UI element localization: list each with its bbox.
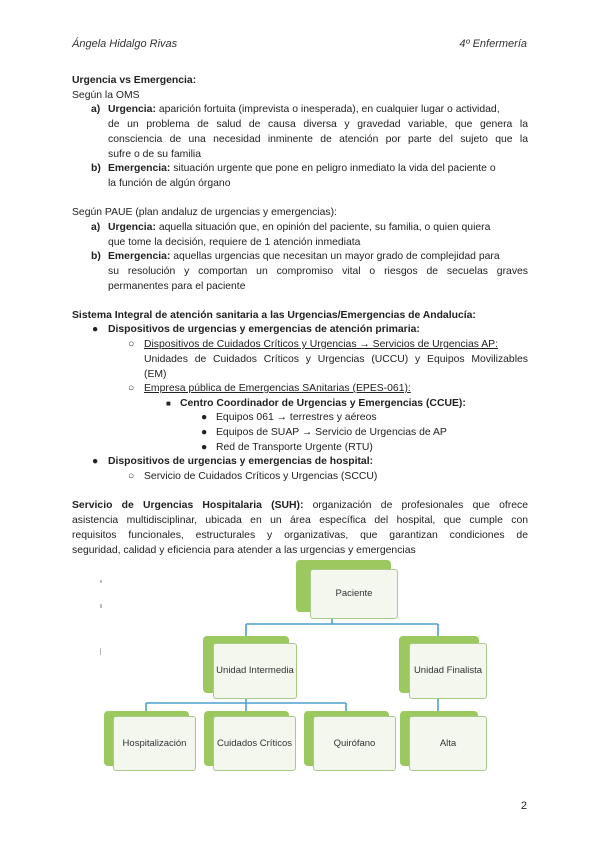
node-hospitalizacion: Hospitalización (113, 716, 196, 771)
dccu-link: Dispositivos de Cuidados Críticos y Urgencias → Servicios de Urgencias AP: (144, 339, 499, 350)
list-marker: a) (91, 222, 101, 233)
node-quirofano: Quirófano (313, 716, 396, 771)
primary-care-title: Dispositivos de urgencias y emergencias de atención primaria: (108, 324, 420, 335)
definition-line: de un problema de salud de causa diversa y gravedad variable, que genera la (108, 119, 528, 130)
bullet-disc-icon: ● (201, 427, 208, 438)
term-urgencia: Urgencia: (108, 104, 156, 115)
paue-intro: Según PAUE (plan andaluz de urgencias y emergencias): (72, 207, 337, 218)
node-paciente: Paciente (310, 569, 398, 619)
ccue-title: Centro Coordinador de Urgencias y Emergencias (CCUE): (180, 398, 466, 409)
term-suh: Servicio de Urgencias Hospitalaria (SUH): (72, 500, 304, 511)
node-cuidados-criticos: Cuidados Críticos (213, 716, 296, 771)
definition-line: la función de algún órgano (108, 178, 231, 189)
term-urgencia: Urgencia: (108, 222, 156, 233)
oms-intro: Según la OMS (72, 90, 140, 101)
bullet-disc-icon: ● (201, 412, 208, 423)
definition-line: su resolución y comportan un compromiso vital o riesgos de secuelas graves (108, 266, 528, 277)
definition-line: aparición fortuita (imprevista o inesperada), en cualquier lugar o actividad, (158, 104, 500, 115)
node-unidad-intermedia: Unidad Intermedia (213, 643, 297, 699)
margin-mark (100, 580, 102, 583)
definition-line: situación urgente que pone en peligro inmediato la vida del paciente o (173, 163, 496, 174)
bullet-circle-icon: ○ (128, 383, 135, 394)
definition-line: consciencia de una necesidad inminente de atención por parte del sujeto que la (108, 134, 528, 145)
definition-line: aquellas urgencias que necesitan un mayor grado de complejidad para (173, 251, 500, 262)
definition-line: aquella situación que, en opinión del paciente, su familia, o quien quiera (158, 222, 491, 233)
term-emergencia: Emergencia: (108, 163, 171, 174)
dccu-description: Unidades de Cuidados Críticos y Urgencias (UCCU) y Equipos Movilizables (144, 354, 528, 365)
epes-link: Empresa pública de Emergencias SAnitarias (EPES-061): (144, 383, 411, 394)
definition-line: sufre o de su familia (108, 149, 201, 160)
hospital-title: Dispositivos de urgencias y emergencias de hospital: (108, 456, 374, 467)
definition-line: permanentes para el paciente (108, 281, 246, 292)
header-author: Ángela Hidalgo Rivas (72, 38, 178, 50)
term-emergencia: Emergencia: (108, 251, 171, 262)
section-title-sistema-integral: Sistema Integral de atención sanitaria a las Urgencias/Emergencias de Andalucía: (72, 310, 476, 321)
bullet-circle-icon: ○ (128, 471, 135, 482)
margin-mark (100, 648, 101, 655)
definition-line: requisitos funcionales, estructurales y organizativas, que garantizan condiciones de (72, 530, 528, 541)
node-unidad-finalista: Unidad Finalista (409, 643, 487, 699)
bullet-disc-icon: ● (92, 324, 99, 335)
definition-line: que tome la decisión, requiere de 1 atención inmediata (108, 237, 361, 248)
bullet-circle-icon: ○ (128, 339, 135, 350)
list-marker: b) (91, 251, 101, 262)
definition-line: organización de profesionales que ofrece (312, 500, 528, 511)
ccue-item: Red de Transporte Urgente (RTU) (216, 442, 373, 453)
dccu-description-end: (EM) (144, 369, 167, 380)
margin-mark (100, 604, 102, 608)
header-course: 4º Enfermería (459, 38, 527, 50)
definition-line: asistencia multidisciplinar, ubicada en un área específica del hospital, que cumple con (72, 515, 528, 526)
bullet-disc-icon: ● (92, 456, 99, 467)
bullet-disc-icon: ● (201, 442, 208, 453)
section-title-urgencia-emergencia: Urgencia vs Emergencia: (72, 75, 197, 86)
list-marker: b) (91, 163, 101, 174)
bullet-square-icon: ■ (166, 399, 171, 408)
page-number: 2 (520, 800, 527, 812)
list-marker: a) (91, 104, 101, 115)
hospital-item: Servicio de Cuidados Críticos y Urgencias (SCCU) (144, 471, 378, 482)
node-alta: Alta (409, 716, 487, 771)
definition-line: seguridad, calidad y eficiencia para atender a las urgencias y emergencias (72, 545, 416, 556)
ccue-item: Equipos de SUAP → Servicio de Urgencias de AP (216, 427, 447, 438)
ccue-item: Equipos 061 → terrestres y aéreos (216, 412, 377, 423)
